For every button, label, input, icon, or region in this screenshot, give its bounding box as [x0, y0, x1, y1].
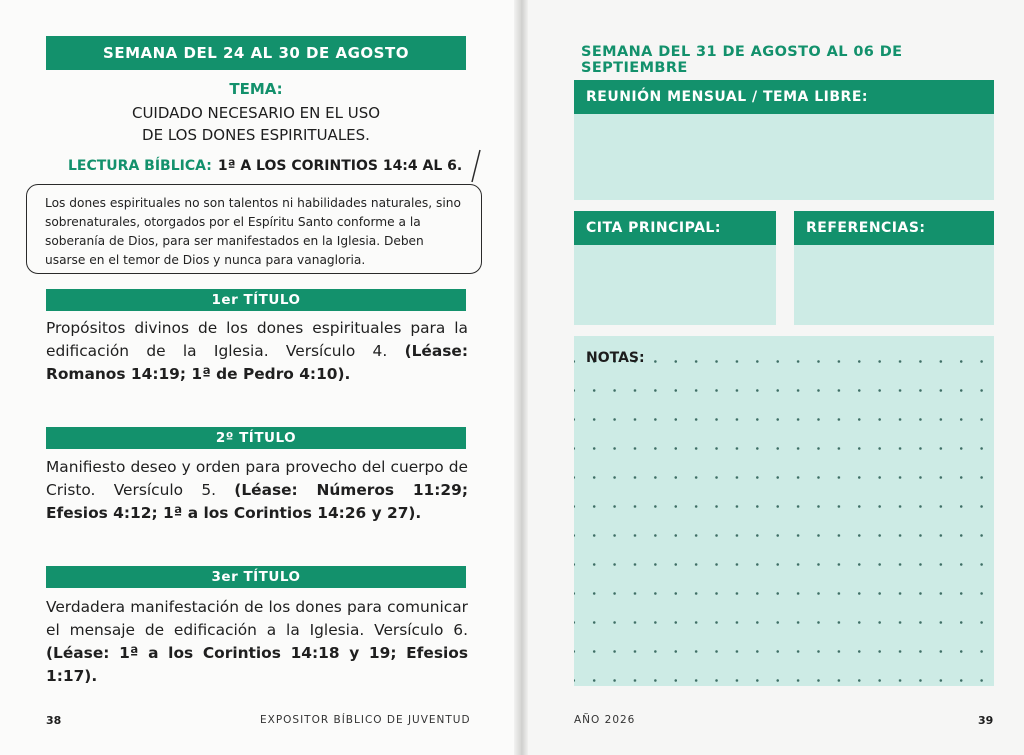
- right-page-number: 39: [978, 714, 994, 727]
- intro-bubble: Los dones espirituales no son talentos ni habilidades naturales, sino sobrenaturales, otorgados por el Espíritu Santo conforme a la soberanía de Dios, para ser manifestados en la Iglesia. Deben usarse en el temor de Dios y nunca para vanagloria.: [26, 184, 482, 274]
- titulo-1-text: [46, 317, 468, 386]
- referencias-label: REFERENCIAS:: [794, 211, 994, 245]
- titulo-2-text: [46, 456, 468, 525]
- titulo-1-bar: 1er TÍTULO: [46, 289, 466, 311]
- right-week-title: SEMANA DEL 31 DE AGOSTO AL 06 DE SEPTIEMBRE: [581, 44, 903, 76]
- lectura-label: LECTURA BÍBLICA:: [68, 158, 212, 174]
- notas-label: NOTAS:: [586, 350, 645, 366]
- titulo-2-body: Manifiesto deseo y orden para provecho del cuerpo de Cristo. Versículo 5.: [46, 458, 468, 499]
- titulo-1-body: Propósitos divinos de los dones espirituales para la edificación de la Iglesia. Versículo 4.: [46, 319, 468, 360]
- left-week-title: SEMANA DEL 24 AL 30 DE AGOSTO: [46, 36, 466, 70]
- lectura-ref: 1ª A LOS CORINTIOS 14:4 AL 6.: [217, 158, 463, 174]
- speech-bubble-tail: [450, 148, 490, 188]
- lectura-biblica: [68, 158, 468, 174]
- book-gutter: [514, 0, 528, 755]
- left-page-number: 38: [46, 714, 62, 727]
- titulo-2-refs: (Léase: Números 11:29; Efesios 4:12; 1ª a los Corintios 14:26 y 27).: [46, 481, 468, 522]
- titulo-3-bar: 3er TÍTULO: [46, 566, 466, 588]
- cita-label: CITA PRINCIPAL:: [574, 211, 776, 245]
- tema-line-2: DE LOS DONES ESPIRITUALES.: [142, 126, 370, 144]
- titulo-1-refs: (Léase: Romanos 14:19; 1ª de Pedro 4:10).: [46, 342, 468, 383]
- right-footer: AÑO 2026: [574, 714, 636, 726]
- notas-dotted-area: [574, 336, 994, 686]
- tema-label: TEMA:: [229, 80, 283, 98]
- reunion-label: REUNIÓN MENSUAL / TEMA LIBRE:: [574, 80, 994, 114]
- titulo-3-refs: (Léase: 1ª a los Corintios 14:18 y 19; Efesios 1:17).: [46, 644, 468, 685]
- titulo-2-bar: 2º TÍTULO: [46, 427, 466, 449]
- titulo-3-body: Verdadera manifestación de los dones para comunicar el mensaje de edificación a la Iglesia. Versículo 6.: [46, 598, 468, 639]
- tema-line-1: CUIDADO NECESARIO EN EL USO: [131, 104, 381, 122]
- left-footer: EXPOSITOR BÍBLICO DE JUVENTUD: [260, 714, 471, 726]
- tema-text: [60, 102, 452, 146]
- titulo-3-text: [46, 596, 468, 688]
